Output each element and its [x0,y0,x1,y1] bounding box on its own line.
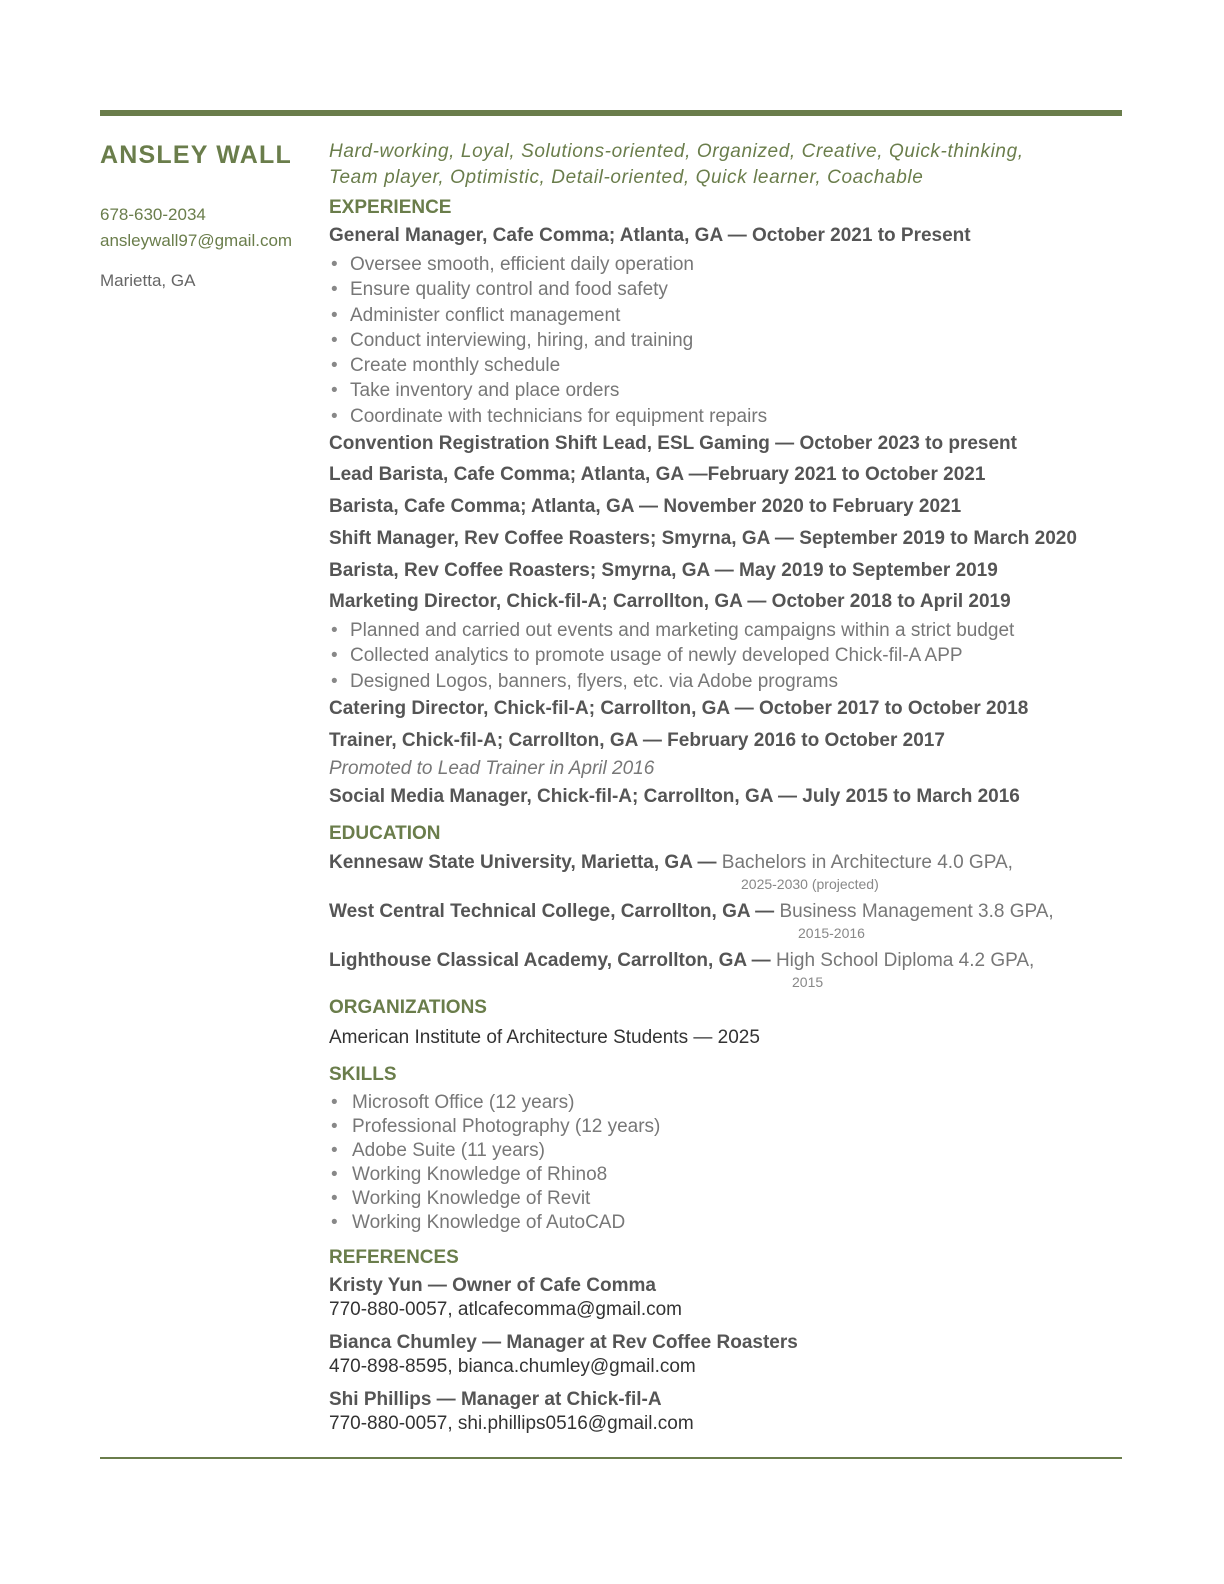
contact-column [100,140,315,294]
list-item: • Working Knowledge of AutoCAD [329,1211,1129,1235]
list-item: • Create monthly schedule [329,353,1129,378]
list-item: • Working Knowledge of Rhino8 [329,1163,1129,1187]
job-title: Marketing Director, Chick-fil-A; Carrollton, GA — October 2018 to April 2019 [329,591,1011,613]
bottom-divider [100,1457,1122,1459]
list-item: • Ensure quality control and food safety [329,277,1129,302]
list-item: • Microsoft Office (12 years) [329,1091,1129,1115]
school-name: Kennesaw State University, Marietta, GA — [329,851,722,873]
job-title: Trainer, Chick-fil-A; Carrollton, GA — February 2016 to October 2017 [329,729,945,751]
list-item: • Adobe Suite (11 years) [329,1139,1129,1163]
reference-name: Kristy Yun — Owner of Cafe Comma [329,1274,656,1296]
reference-entry [329,1331,1129,1379]
contact-block [100,202,315,254]
job-title: Barista, Cafe Comma; Atlanta, GA — November 2020 to February 2021 [329,496,962,518]
list-item: • Conduct interviewing, hiring, and training [329,328,1129,353]
reference-contact: 770-880-0057, atlcafecomma@gmail.com [329,1298,683,1320]
reference-contact: 470-898-8595, bianca.chumley@gmail.com [329,1355,696,1377]
job-title: General Manager, Cafe Comma; Atlanta, GA — October 2021 to Present [329,225,971,246]
reference-contact: 770-880-0057, shi.phillips0516@gmail.com [329,1412,694,1434]
job-title: Lead Barista, Cafe Comma; Atlanta, GA —February 2021 to October 2021 [329,464,986,486]
job-duties [329,618,1129,694]
job-duties [329,252,1129,429]
references-heading: REFERENCES [329,1246,459,1268]
email-address[interactable]: ansleywall97@gmail.com [100,231,293,250]
education-years: 2025-2030 (projected) [741,875,879,892]
experience-heading: EXPERIENCE [329,197,452,218]
list-item: • Planned and carried out events and marketing campaigns within a strict budget [329,618,1129,643]
degree: High School Diploma 4.2 GPA, [775,949,1035,971]
education-entry [329,949,1129,973]
school-name: West Central Technical College, Carrollton, GA — [329,900,780,922]
reference-entry [329,1388,1129,1436]
organization-item: American Institute of Architecture Students — 2025 [329,1026,760,1048]
job-note: Promoted to Lead Trainer in April 2016 [329,757,655,779]
organizations-heading: ORGANIZATIONS [329,996,487,1018]
list-item: • Coordinate with technicians for equipment repairs [329,404,1129,429]
list-item: • Oversee smooth, efficient daily operation [329,252,1129,277]
job-title: Social Media Manager, Chick-fil-A; Carrollton, GA — July 2015 to March 2016 [329,785,1020,807]
job-title: Shift Manager, Rev Coffee Roasters; Smyrna, GA — September 2019 to March 2020 [329,528,1077,550]
education-years: 2015-2016 [798,924,865,941]
degree: Bachelors in Architecture 4.0 GPA, [721,851,1013,873]
list-item: • Take inventory and place orders [329,378,1129,403]
list-item: • Working Knowledge of Revit [329,1187,1129,1211]
skills-list [329,1091,1129,1235]
tagline-line: Hard-working, Loyal, Solutions-oriented, Organized, Creative, Quick-thinking, [329,141,1024,162]
resume-body [329,139,1129,1436]
degree: Business Management 3.8 GPA, [779,900,1054,922]
job-title: Catering Director, Chick-fil-A; Carrollton, GA — October 2017 to October 2018 [329,697,1029,719]
reference-name: Shi Phillips — Manager at Chick-fil-A [329,1388,662,1410]
top-divider [100,110,1122,116]
school-name: Lighthouse Classical Academy, Carrollton, GA — [329,949,776,971]
phone-number[interactable]: 678-630-2034 [100,205,206,224]
education-years: 2015 [792,973,824,990]
location: Marietta, GA [100,271,196,290]
education-heading: EDUCATION [329,822,441,844]
skills-heading: SKILLS [329,1063,397,1085]
reference-name: Bianca Chumley — Manager at Rev Coffee Roasters [329,1331,798,1353]
list-item: • Designed Logos, banners, flyers, etc. via Adobe programs [329,669,1129,694]
reference-entry [329,1274,1129,1322]
list-item: • Administer conflict management [329,303,1129,328]
list-item: • Professional Photography (12 years) [329,1115,1129,1139]
tagline [329,139,1129,190]
job-title: Barista, Rev Coffee Roasters; Smyrna, GA — May 2019 to September 2019 [329,560,998,582]
job-title: Convention Registration Shift Lead, ESL Gaming — October 2023 to present [329,433,1017,455]
list-item: • Collected analytics to promote usage of newly developed Chick-fil-A APP [329,643,1129,668]
education-entry [329,900,1129,924]
education-entry [329,851,1129,875]
tagline-line: Team player, Optimistic, Detail-oriented, Quick learner, Coachable [329,166,924,188]
candidate-name: ANSLEY WALL [100,141,292,169]
